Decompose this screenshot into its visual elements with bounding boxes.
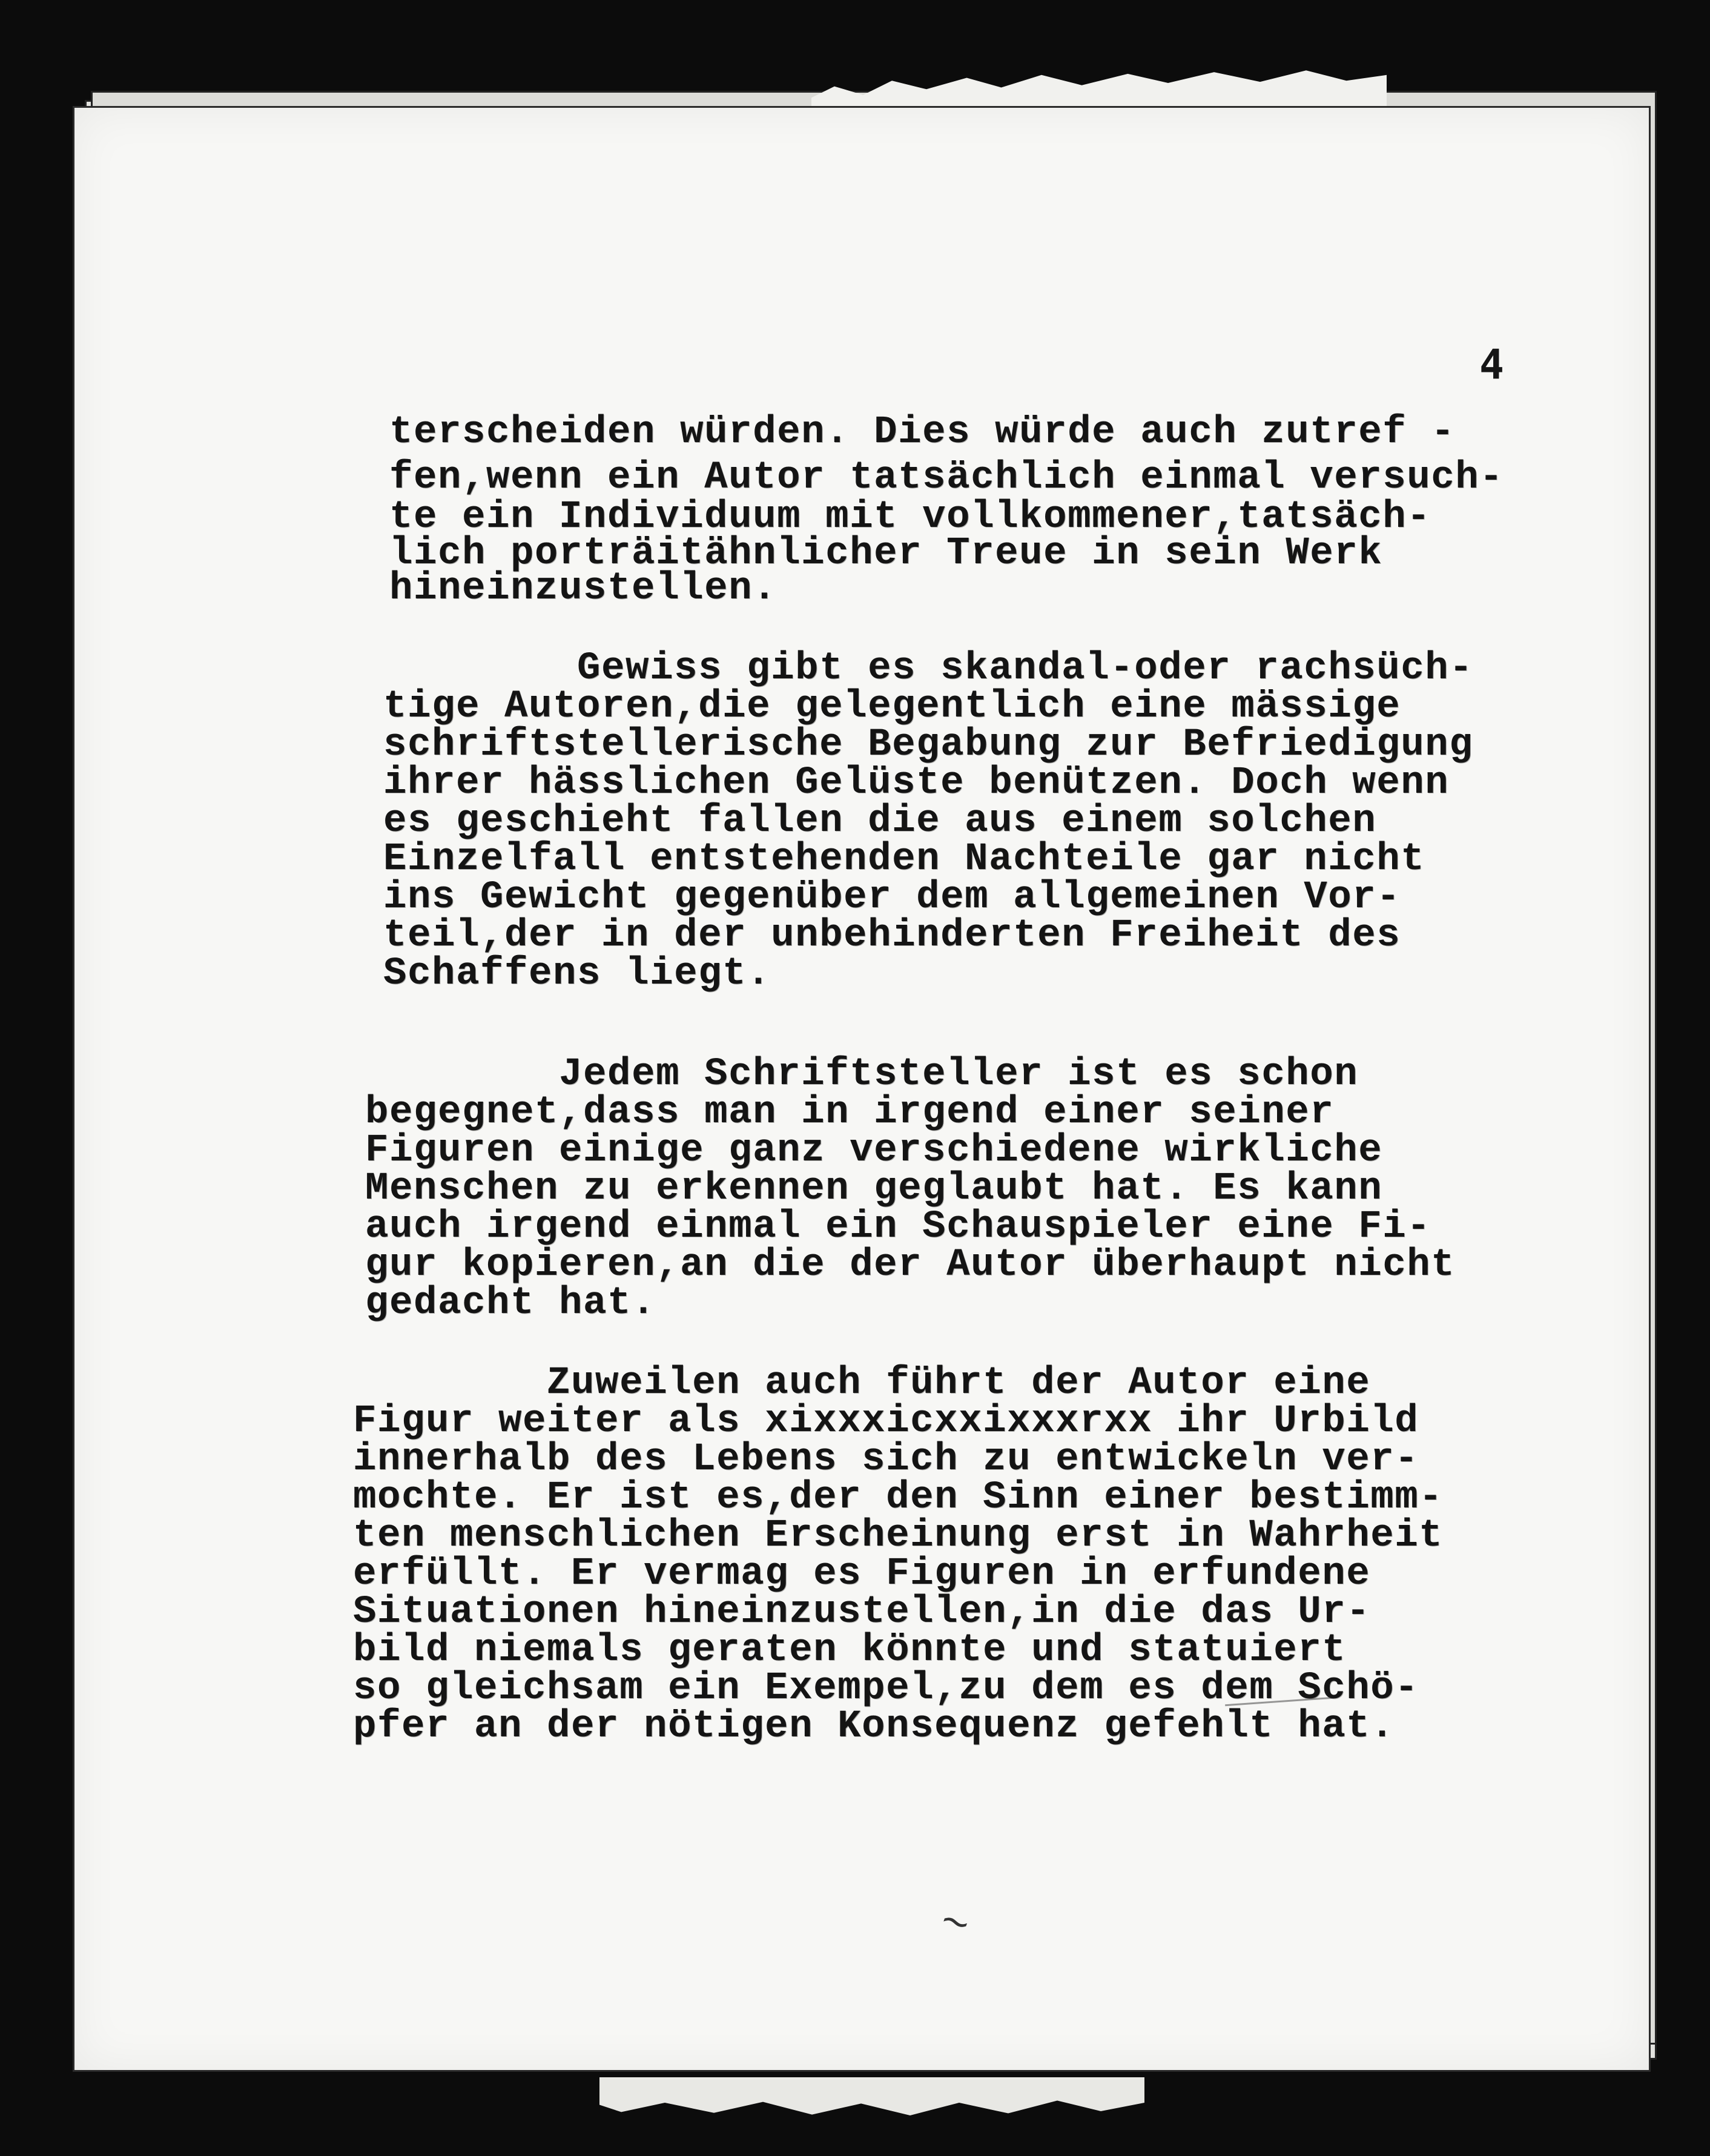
stray-mark: ~ xyxy=(934,1896,977,1947)
paragraph-4 xyxy=(353,1361,1444,1885)
text-line: Figur weiter als xixxxicxxixxxrxx ihr Urbild xyxy=(353,1400,1419,1443)
text-line: bild niemals geraten könnte und statuiert xyxy=(353,1629,1347,1672)
text-line: es geschieht fallen die aus einem solchen xyxy=(383,799,1377,843)
text-line: lich porträitähnlicher Treue in sein Werk xyxy=(389,532,1383,575)
text-line: pfer an der nötigen Konsequenz gefehlt hat. xyxy=(353,1705,1395,1748)
text-line: te ein Individuum mit vollkommener,tatsäch- xyxy=(389,495,1431,539)
text-line: Gewiss gibt es skandal-oder rachsüch- xyxy=(383,647,1474,690)
text-line: ihrer hässlichen Gelüste benützen. Doch wenn xyxy=(383,761,1450,805)
text-line: Jedem Schriftsteller ist es schon xyxy=(365,1053,1359,1096)
text-line: mochte. Er ist es,der den Sinn einer bestimm- xyxy=(353,1476,1444,1519)
text-line: hineinzustellen. xyxy=(389,567,777,610)
text-line: Figuren einige ganz verschiedene wirkliche xyxy=(365,1129,1383,1172)
text-line: tige Autoren,die gelegentlich eine mässige xyxy=(383,685,1401,729)
text-line: ten menschlichen Erscheinung erst in Wahrheit xyxy=(353,1514,1444,1558)
text-line: terscheiden würden. Dies würde auch zutref - xyxy=(389,411,1456,454)
text-line: Situationen hineinzustellen,in die das Ur- xyxy=(353,1590,1371,1634)
typewritten-page xyxy=(73,106,1651,2072)
text-line: fen,wenn ein Autor tatsächlich einmal versuch- xyxy=(389,456,1504,500)
text-line: ins Gewicht gegenüber dem allgemeinen Vor- xyxy=(383,876,1401,919)
text-line: innerhalb des Lebens sich zu entwickeln ver- xyxy=(353,1438,1419,1481)
text-line: gedacht hat. xyxy=(365,1281,656,1325)
text-line: Einzelfall entstehenden Nachteile gar nicht xyxy=(383,838,1425,881)
text-line: auch irgend einmal ein Schauspieler eine Fi- xyxy=(365,1205,1431,1249)
torn-paper-edge-bottom xyxy=(599,2077,1144,2120)
text-line: erfüllt. Er vermag es Figuren in erfundene xyxy=(353,1552,1371,1596)
text-line: so gleichsam ein Exempel,zu dem es dem Schö- xyxy=(353,1667,1419,1710)
page-number: 4 xyxy=(1479,341,1504,389)
text-line: teil,der in der unbehinderten Freiheit des xyxy=(383,914,1401,957)
text-line: Zuweilen auch führt der Autor eine xyxy=(353,1361,1371,1405)
text-line: Menschen zu erkennen geglaubt hat. Es kann xyxy=(365,1167,1383,1211)
text-line: gur kopieren,an die der Autor überhaupt nicht xyxy=(365,1243,1456,1287)
text-line: begegnet,dass man in irgend einer seiner xyxy=(365,1091,1335,1134)
text-line: Schaffens liegt. xyxy=(383,952,771,996)
text-line: schriftstellerische Begabung zur Befriedigung xyxy=(383,723,1474,767)
